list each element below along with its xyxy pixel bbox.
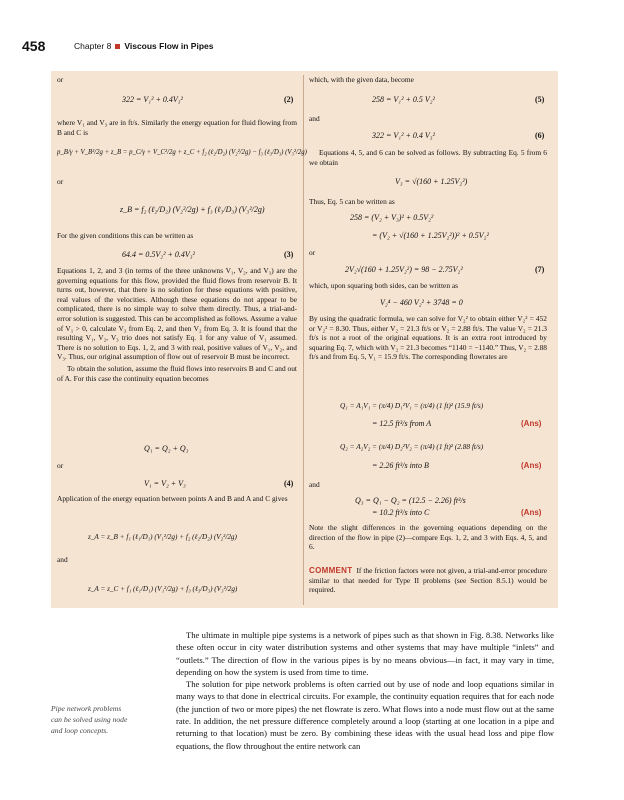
right-para-2: Thus, Eq. 5 can be written as	[309, 197, 395, 206]
body-paragraph-1: The ultimate in multiple pipe systems is a network of pipes such as that shown in Fig. 8.38. Networks like these often occur in city water distribution systems and other systems that may have multiple “inlets” and “outlets.” The direction of flow in the various pipes is by no means obvious—in fact, it may vary in time, depending on how the system is used from time to time.	[176, 630, 554, 677]
left-para-1: where V₁ and V₃ are in ft/s. Similarly the energy equation for fluid flowing from B and C is	[57, 118, 297, 137]
left-para-5: Application of the energy equation between points A and B and A and C gives	[57, 494, 288, 503]
equation-4: V₁ = V₂ + V₃	[144, 479, 186, 488]
equation-zb: z_B = f₂ (ℓ₂/D₂) (V₂²/2g) + f₃ (ℓ₃/D₃) (V₃²/2g)	[120, 205, 265, 214]
or-text: or	[57, 75, 64, 84]
equation-za-2: z_A = z_C + f₁ (ℓ₁/D₁) (V₁²/2g) + f₃ (ℓ₃/D₃) (V₃²/2g)	[88, 585, 238, 593]
equation-2: 322 = V₁² + 0.4V₃²	[122, 95, 183, 104]
page-number: 458	[22, 38, 46, 54]
right-para-1: Equations 4, 5, and 6 can be solved as follows. By subtracting Eq. 5 from 6 we obtain	[309, 148, 547, 167]
equation-258a: 258 = (V₂ + V₃)² + 0.5V₂²	[350, 213, 434, 222]
equation-q2: Q₂ = A₂V₂ = (π/4) D₂²V₂ = (π/4) (1 ft)² (2.88 ft/s)	[340, 442, 484, 451]
or-text: or	[57, 177, 64, 186]
and-text: and	[57, 555, 68, 564]
equation-q1-result: = 12.5 ft³/s from A	[372, 419, 432, 428]
equation-continuity-q: Q₁ = Q₂ + Q₃	[144, 444, 189, 453]
equation-3-number: (3)	[284, 250, 294, 259]
right-para-3: which, upon squaring both sides, can be written as	[309, 281, 459, 290]
right-para-5: Note the slight differences in the governing equations depending on the direction of the flow in pipe (2)—compare Eqs. 1, 2, and 3 with Eqs. 4, 5, and 6.	[309, 523, 547, 552]
answer-label: (Ans)	[521, 419, 542, 428]
left-para-3: Equations 1, 2, and 3 (in terms of the three unknowns V₁, V₂, and V₃) are the governing equations for this flow, provided the fluid flows from reservoir B. It turns out, however, that there is no solution for these equations with positive, real values of the velocities. Although these equations do not appear to be complicated, there is no simple way to solve them directly. Thus, a trial-and-error solution is suggested. This can be accomplished as follows. Assume a value of V₁ > 0, calculate V₃ from Eq. 2, and then V₂ from Eq. 3. It is found that the resulting V₁, V₂, V₃ trio does not satisfy Eq. 1 for any value of V₁ assumed. There is no solution to Eqs. 1, 2, and 3 with real, positive values of V₁, V₂, and V₃. Thus, our original assumption of flow out of reservoir B must be incorrect. To obtain the solution, assume the fluid flows into reservoirs B and C and out of A. For this case the continuity equation becomes	[57, 266, 298, 383]
body-text	[176, 629, 554, 752]
comment-text: If the friction factors were not given, a trial-and-error procedure similar to that needed for Type II problems (see Section 8.5.1) would be required.	[309, 566, 547, 595]
equation-5: 258 = V₁² + 0.5 V₂²	[372, 95, 435, 104]
chapter-label: Chapter 8	[74, 41, 112, 51]
or-text: or	[309, 248, 316, 257]
equation-q1: Q₁ = A₁V₁ = (π/4) D₁²V₁ = (π/4) (1 ft)² (15.9 ft/s)	[340, 401, 484, 410]
equation-2-number: (2)	[284, 95, 294, 104]
answer-label: (Ans)	[521, 461, 542, 470]
chapter-heading	[74, 41, 213, 51]
equation-q3: Q₃ = Q₁ − Q₂ = (12.5 − 2.26) ft³/s	[355, 496, 466, 505]
comment-block	[309, 566, 547, 597]
equation-6-number: (6)	[535, 131, 545, 140]
equation-quartic: V₂⁴ − 460 V₂² + 3748 = 0	[380, 298, 463, 307]
equation-258b: = (V₂ + √(160 + 1.25V₂²))² + 0.5V₂²	[372, 231, 489, 240]
left-para-2: For the given conditions this can be written as	[57, 231, 194, 240]
equation-q3-result: = 10.2 ft³/s into C	[372, 508, 430, 517]
or-text: or	[57, 461, 64, 470]
equation-4-number: (4)	[284, 479, 294, 488]
equation-energy-bc: p_B/γ + V_B²/2g + z_B = p_C/γ + V_C²/2g + z_C + f₂ (ℓ₂/D₂) (V₂²/2g) − f₃ (ℓ₃/D₃) (V₃²/2g)	[57, 149, 307, 156]
equation-v3: V₃ = √(160 + 1.25V₂²)	[395, 177, 468, 186]
equation-6: 322 = V₁² + 0.4 V₃²	[372, 131, 435, 140]
equation-5-number: (5)	[535, 95, 545, 104]
square-bullet-icon	[115, 44, 120, 49]
right-intro: which, with the given data, become	[309, 75, 414, 84]
answer-label: (Ans)	[521, 508, 542, 517]
equation-za-1: z_A = z_B + f₁ (ℓ₁/D₁) (V₁²/2g) + f₂ (ℓ₂/D₂) (V₂²/2g)	[88, 533, 237, 541]
comment-label: COMMENT	[309, 566, 353, 575]
chapter-title: Viscous Flow in Pipes	[124, 41, 214, 51]
and-text: and	[309, 114, 320, 123]
equation-7-number: (7)	[535, 265, 545, 274]
equation-q2-result: = 2.26 ft³/s into B	[372, 461, 429, 470]
right-para-4: By using the quadratic formula, we can solve for V₂² to obtain either V₂² = 452 or V₂² = 8.30. Thus, either V₂ = 21.3 ft/s or V₂ = 2.88 ft/s. The value V₂ = 21.3 ft/s is not a root of the original equations. It is an extra root introduced by squaring Eq. 7, which with V₂ = 21.3 becomes “1140 = −1140.” Thus, V₂ = 2.88 ft/s and from Eq. 5, V₁ = 15.9 ft/s. The corresponding flowrates are	[309, 314, 547, 362]
margin-note: Pipe network problems can be solved using node and loop concepts.	[51, 704, 128, 735]
body-paragraph-2: The solution for pipe network problems is often carried out by use of node and loop equations similar in many ways to that done in electrical circuits. For example, the continuity equation requires that for each node (the junction of two or more pipes) the net flowrate is zero. What flows into a node must flow out at the same rate. In addition, the net pressure difference completely around a loop (starting at one location in a pipe and returning to that location) must be zero. By combining these ideas with the usual head loss and pipe flow equations, the flow throughout the entire network can	[176, 679, 554, 751]
equation-7: 2V₂√(160 + 1.25V₂²) = 98 − 2.75V₂²	[345, 265, 463, 274]
equation-3: 64.4 = 0.5V₂² + 0.4V₃²	[122, 250, 195, 259]
and-text: and	[309, 480, 320, 489]
